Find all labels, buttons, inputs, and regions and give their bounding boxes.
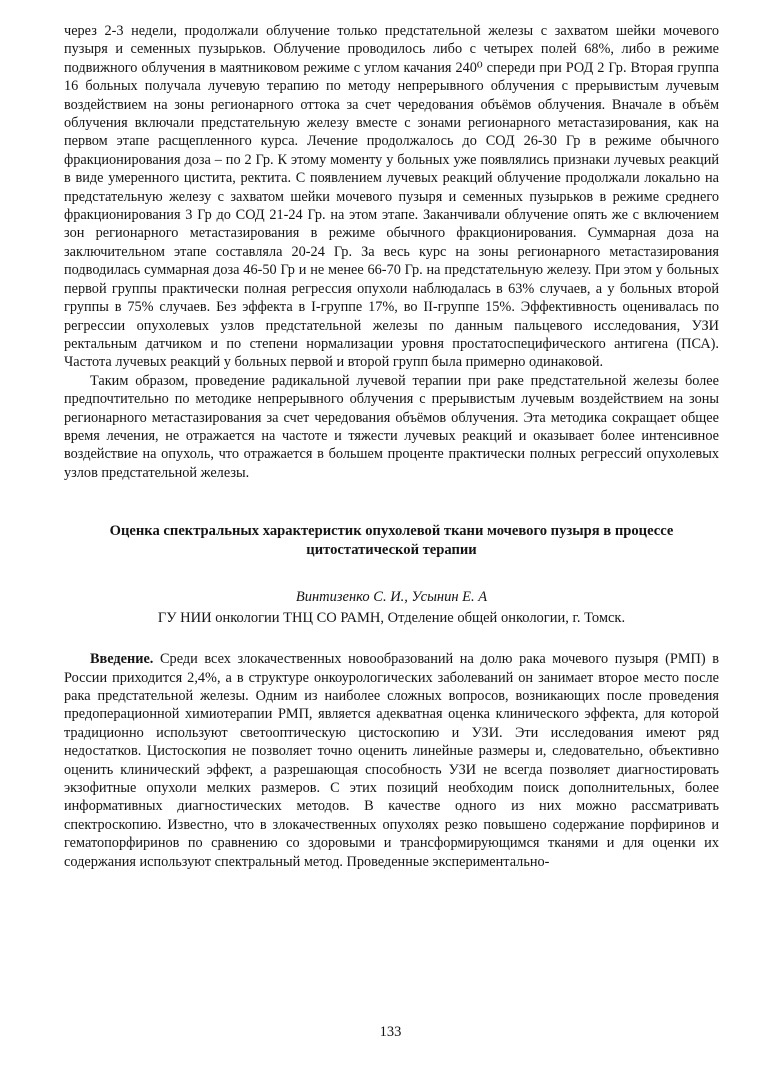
article-title: Оценка спектральных характеристик опухолевой ткани мочевого пузыря в процессе цитостатической терапии — [109, 523, 674, 559]
intro-text: Среди всех злокачественных новообразований на долю рака мочевого пузыря (РМП) в России приходится 2,4%, а в структуре онкоурологических заболеваний он занимает второе место после рака предстательной железы. Одним из наиболее сложных вопросов, возникающих после проведения предоперационной химиотерапии РМП, является адекватная оценка клинического эффекта, для которой традиционно используют светооптическую цистоскопию и УЗИ. Эти исследования имеют ряд недостатков. Цистоскопия не позволяет точно оценить линейные размеры и, следовательно, объективно оценить клинический эффект, а разрешающая способность УЗИ не всегда позволяет диагностировать экзофитные опухоли мелких размеров. С этих позиций необходим поиск дополнительных, более информативных диагностических методов. В качестве одного из них можно рассматривать спектроскопию. Известно, что в злокачественных опухолях резко повышено содержание порфиринов и гематопорфиринов по сравнению со здоровыми и трансформирующимся тканями и для оценки их содержания используют спектральный метод. Проведенные экспериментально- — [64, 651, 719, 870]
page-number: 133 — [379, 1024, 402, 1040]
body-paragraph-2: Таким образом, проведение радикальной лучевой терапии при раке предстательной железы более предпочтительно по методике непрерывного облучения с прерывистым лучевым воздействием на зоны регионарного метастазирования за счет чередования объёмов облучения. Эта методика сокращает общее время лечения, не отражается на частоте и тяжести лучевых реакций и оказывает более интенсивное воздействие на опухоль, что отражается в большем проценте практически полных регрессий опухолевых узлов предстательной железы. — [64, 372, 719, 481]
body-paragraph-1: через 2-3 недели, продолжали облучение только предстательной железы с захватом шейки мочевого пузыря и семенных пузырьков. Облучение проводилось либо с четырех полей 68%, либо в режиме подвижного облучения в маятниковом режиме с углом качания 240⁰ спереди при РОД 2 Гр. Вторая группа 16 больных получала лучевую терапию по методу непрерывного облучения с прерывистым лучевым воздействием на зоны регионарного оттока за счет чередования объёмов облучения. Вначале в объём облучения включали предстательную железу вместе с зонами регионарного метастазирования, как на первом этапе расщепленного курса. Лечение продолжалось до СОД 26-30 Гр в режиме обычного фракционирования доза – по 2 Гр. К этому моменту у больных уже появлялись признаки лучевых реакций в виде умеренного цистита, ректита. С появлением лучевых реакций облучение продолжали локально на предстательную железу с захватом шейки мочевого пузыря и семенных пузырьков в режиме среднего фракционирования 3 Гр до СОД 21-24 Гр. на этом этапе. Заканчивали облучение опять же с включением зон регионарного метастазирования в режиме обычного фракционирования. Суммарная доза на заключительном этапе составляла 20-24 Гр. За весь курс на зоны регионарного метастазирования подводилась суммарная доза 46-50 Гр и не менее 66-70 Гр. на предстательную железу. При этом у больных первой группы практически полная регрессия опухоли наблюдалась в 63% случаев, а у больных второй группы в 75% случаев. Без эффекта в I-группе 17%, во II-группе 15%. Эффективность оценивалась по регрессии опухолевых узлов предстательной железы по данным пальцевого исследования, УЗИ ректальным датчиком и по степени нормализации уровня простатоспецифического антигена (ПСА). Частота лучевых реакций у больных первой и второй групп была примерно одинаковой. — [64, 23, 719, 371]
article-authors: Винтизенко С. И., Усынин Е. А — [295, 589, 488, 606]
intro-label: Введение. — [90, 651, 154, 668]
intro-paragraph — [64, 650, 719, 871]
article-affiliation: ГУ НИИ онкологии ТНЦ СО РАМН, Отделение общей онкологии, г. Томск. — [157, 610, 626, 627]
